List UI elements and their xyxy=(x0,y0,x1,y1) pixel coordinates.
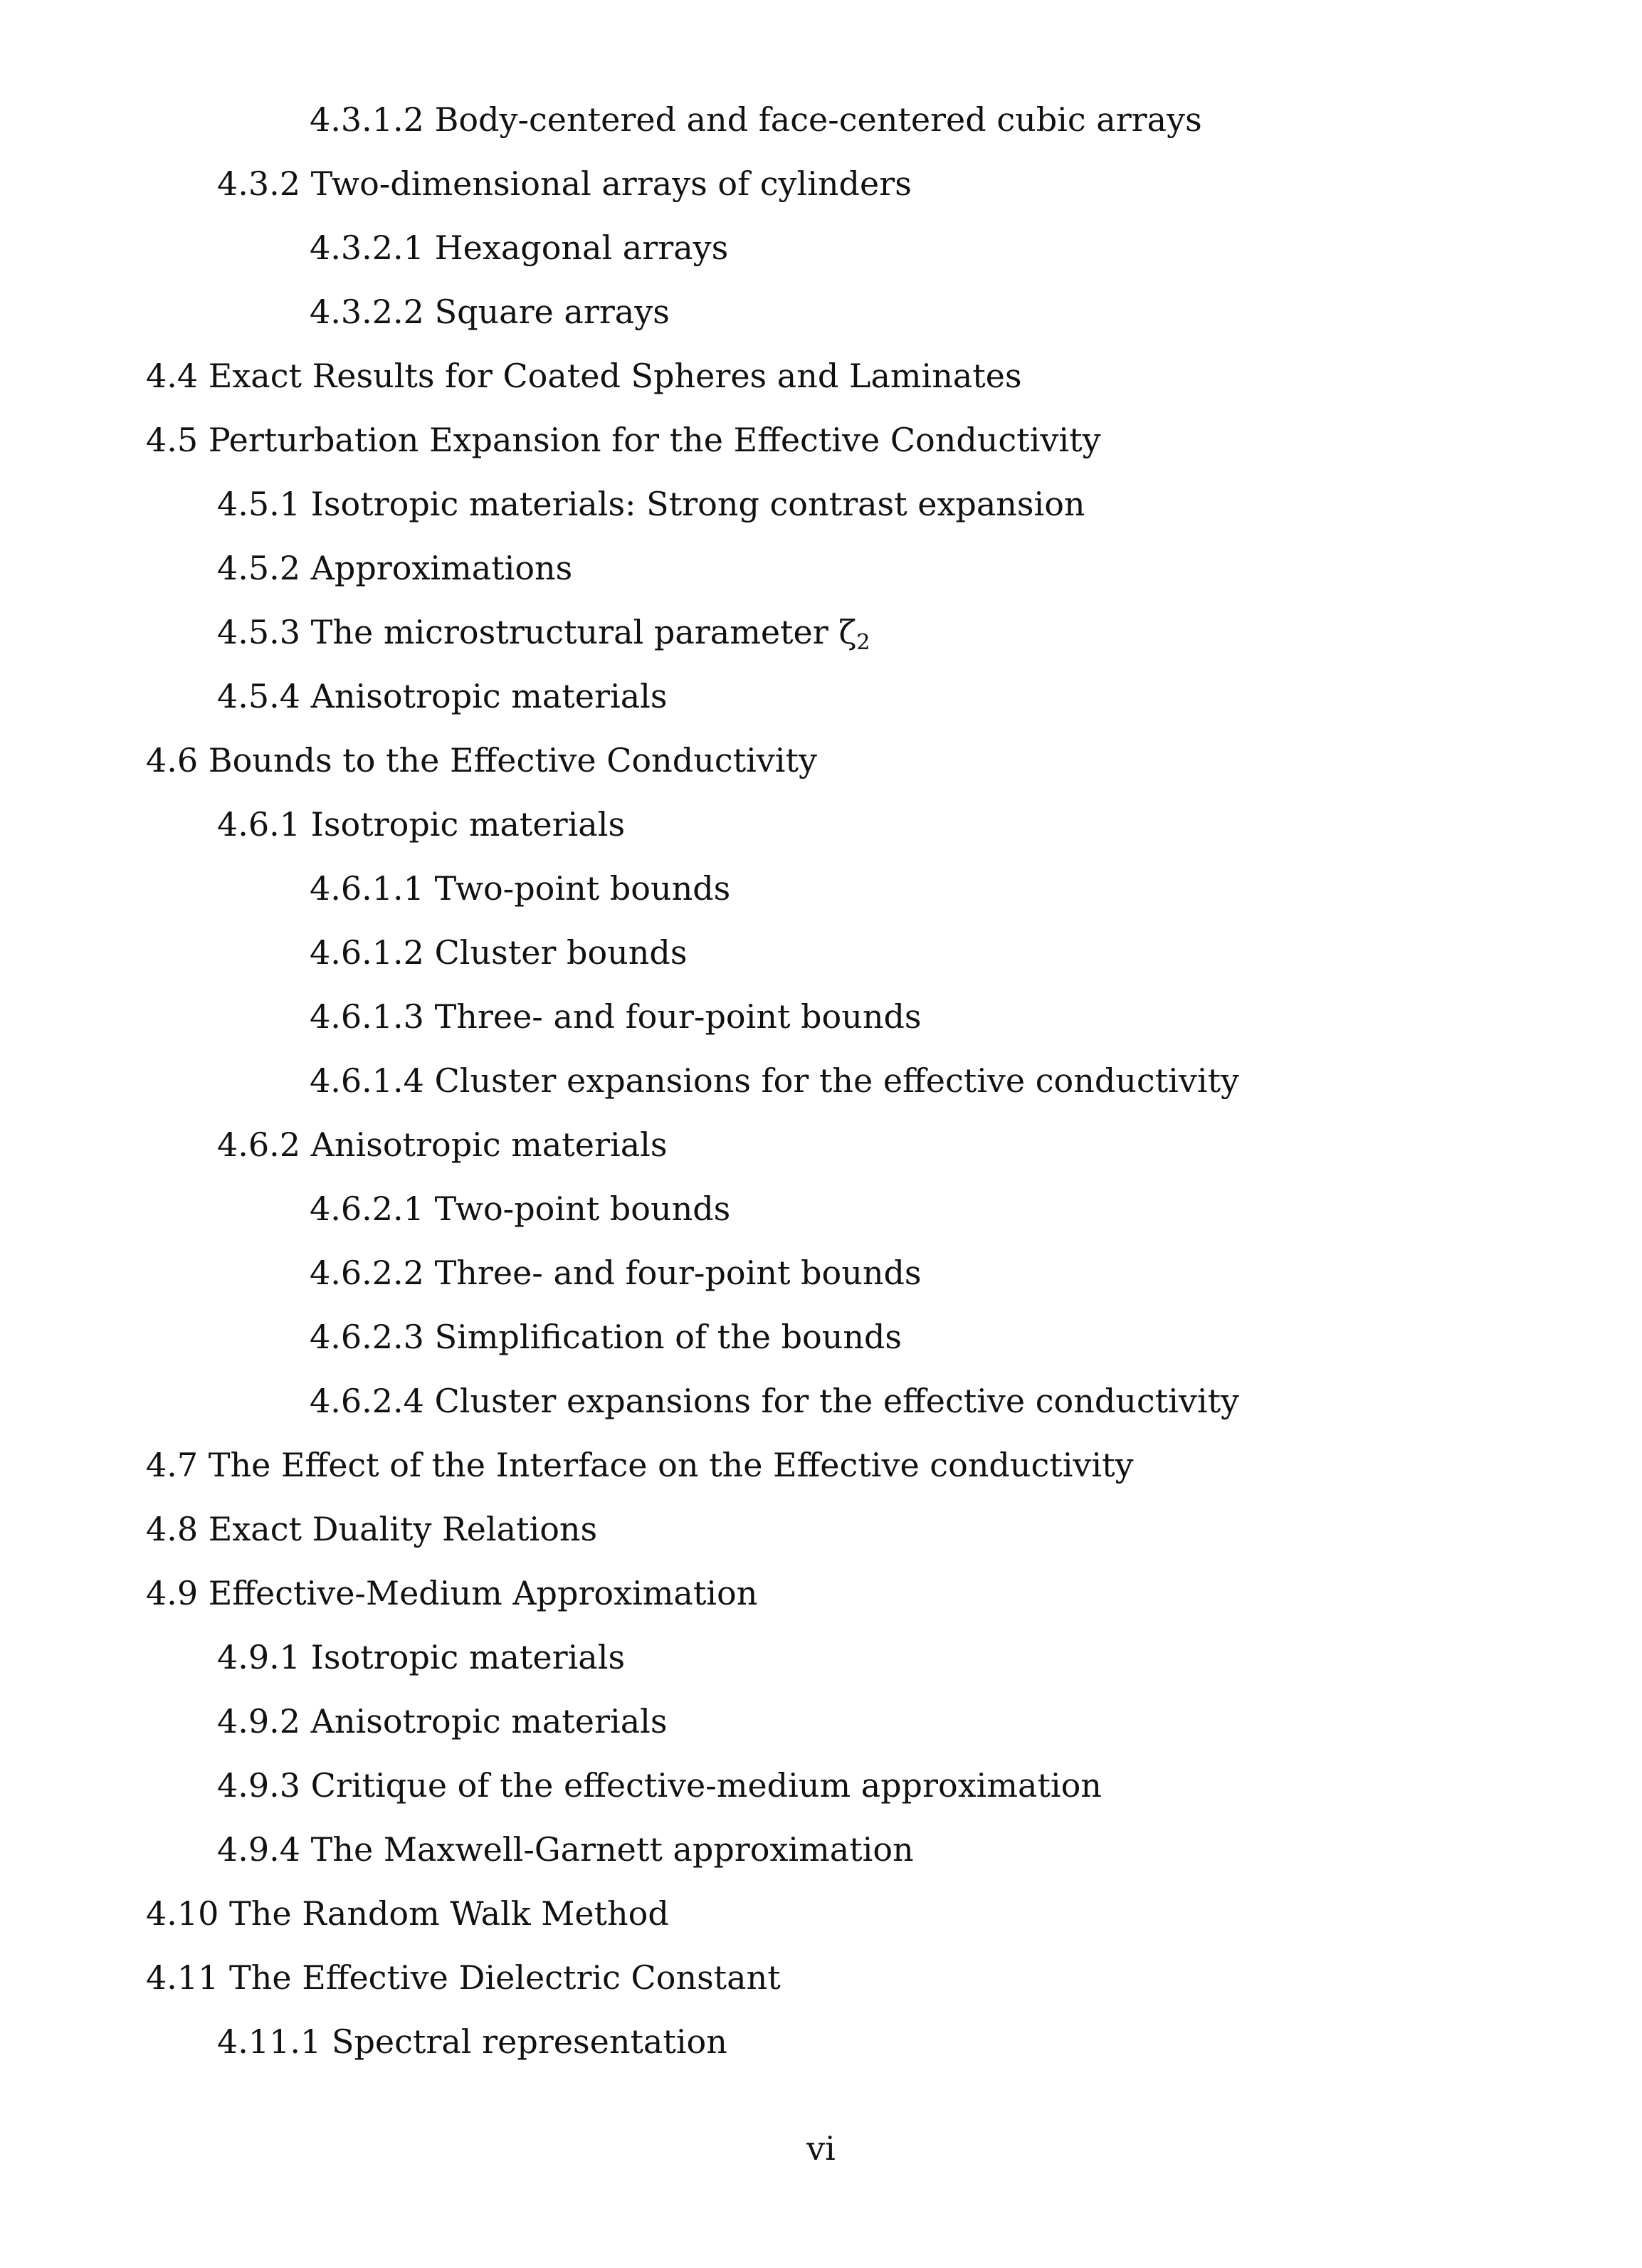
toc-entry xyxy=(310,292,670,332)
toc-entry-title: Perturbation Expansion for the Effective Conductivity xyxy=(208,421,1101,459)
toc-entry xyxy=(217,1125,667,1165)
toc-entry-title: Body-centered and face-centered cubic arrays xyxy=(434,100,1202,139)
toc-entry-title: Two-dimensional arrays of cylinders xyxy=(310,164,912,203)
toc-entry-title: Three- and four-point bounds xyxy=(434,1254,922,1292)
toc-entry-number: 4.6.1.2 xyxy=(310,933,424,972)
toc-entry-number: 4.5 xyxy=(146,421,199,459)
toc-entry-title: Square arrays xyxy=(434,293,670,331)
toc-entry-title: The Effect of the Interface on the Effective conductivity xyxy=(208,1446,1134,1484)
toc-entry-title: Three- and four-point bounds xyxy=(434,997,922,1036)
toc-entry-number: 4.10 xyxy=(146,1894,219,1933)
toc-entry-number: 4.6.2.3 xyxy=(310,1318,424,1356)
toc-entry xyxy=(217,1765,1102,1805)
toc-entry-title: Two-point bounds xyxy=(434,1190,731,1228)
toc-entry-number: 4.6.1.4 xyxy=(310,1061,424,1100)
toc-entry xyxy=(217,548,572,588)
toc-entry-title: Exact Duality Relations xyxy=(208,1510,598,1548)
toc-entry-number: 4.3.1.2 xyxy=(310,100,424,139)
toc-entry xyxy=(146,420,1101,460)
toc-entry xyxy=(146,1573,757,1613)
toc-entry-number: 4.6.1.1 xyxy=(310,869,424,908)
toc-entry xyxy=(217,164,912,204)
toc-entry-number: 4.9.3 xyxy=(217,1766,301,1805)
toc-entry-number: 4.3.2.2 xyxy=(310,293,424,331)
zeta-subscript: 2 xyxy=(856,630,870,655)
toc-entry-number: 4.6.2 xyxy=(217,1125,301,1164)
toc-entry-number: 4.5.1 xyxy=(217,485,301,523)
toc-entry-title: Isotropic materials xyxy=(310,1638,626,1676)
toc-entry-number: 4.5.2 xyxy=(217,549,301,587)
toc-entry-title: The Random Walk Method xyxy=(229,1894,669,1933)
toc-entry xyxy=(146,356,1022,396)
page-number: vi xyxy=(806,2129,836,2168)
toc-entry-number: 4.3.2 xyxy=(217,164,301,203)
toc-entry-title: Anisotropic materials xyxy=(310,677,668,715)
toc-entry xyxy=(310,100,1202,140)
toc-entry xyxy=(217,2022,727,2062)
toc-entry-title: Cluster expansions for the effective conductivity xyxy=(434,1061,1240,1100)
toc-entry xyxy=(146,1445,1134,1485)
toc-entry xyxy=(217,484,1085,524)
toc-entry-number: 4.4 xyxy=(146,357,199,395)
toc-entry xyxy=(310,1317,902,1357)
toc-entry xyxy=(217,804,625,844)
toc-entry-number: 4.6.2.4 xyxy=(310,1382,424,1420)
toc-entry-number: 4.5.3 xyxy=(217,613,301,651)
toc-entry xyxy=(217,676,667,716)
toc-entry xyxy=(217,1701,667,1741)
toc-entry xyxy=(310,1061,1239,1101)
toc-entry-title: Isotropic materials xyxy=(310,805,626,844)
toc-entry-title: The Effective Dielectric Constant xyxy=(229,1958,781,1997)
toc-entry-title: Exact Results for Coated Spheres and Laminates xyxy=(208,357,1022,395)
toc-entry xyxy=(146,740,817,780)
toc-entry-number: 4.9 xyxy=(146,1574,199,1612)
toc-entry xyxy=(310,1381,1239,1421)
toc-entry-number: 4.11.1 xyxy=(217,2022,322,2061)
toc-entry-number: 4.6.1.3 xyxy=(310,997,424,1036)
toc-entry-title: Two-point bounds xyxy=(434,869,731,908)
toc-entry xyxy=(146,1894,669,1933)
toc-entry xyxy=(310,933,687,972)
toc-entry-number: 4.5.4 xyxy=(217,677,301,715)
toc-entry-number: 4.6.2.2 xyxy=(310,1254,424,1292)
toc-entry xyxy=(146,1509,597,1549)
toc-entry xyxy=(146,1958,781,1997)
toc-entry xyxy=(310,1253,922,1293)
toc-entry-number: 4.7 xyxy=(146,1446,199,1484)
toc-entry xyxy=(310,1189,730,1229)
toc-entry xyxy=(217,1637,625,1677)
toc-entry-title: Cluster bounds xyxy=(434,933,688,972)
toc-entry-number: 4.6.2.1 xyxy=(310,1190,424,1228)
toc-entry-title: Effective-Medium Approximation xyxy=(208,1574,758,1612)
toc-entry-number: 4.9.4 xyxy=(217,1830,301,1869)
toc-entry xyxy=(217,1829,914,1869)
toc-entry-number: 4.9.1 xyxy=(217,1638,301,1676)
toc-entry-number: 4.6 xyxy=(146,741,199,779)
toc-entry-number: 4.9.2 xyxy=(217,1702,301,1741)
toc-entry-title: Isotropic materials: Strong contrast expansion xyxy=(310,485,1085,523)
toc-entry-number: 4.11 xyxy=(146,1958,219,1997)
toc-entry-title: Cluster expansions for the effective conductivity xyxy=(434,1382,1240,1420)
toc-entry-title: Simplification of the bounds xyxy=(434,1318,902,1356)
toc-entry-title: Approximations xyxy=(310,549,573,587)
toc-entry-title: Anisotropic materials xyxy=(310,1702,668,1741)
toc-entry-number: 4.6.1 xyxy=(217,805,301,844)
toc-entry xyxy=(310,997,922,1036)
toc-entry-title: Critique of the effective-medium approximation xyxy=(310,1766,1102,1805)
toc-entry-number: 4.3.2.1 xyxy=(310,229,424,267)
toc-entry-title: Spectral representation xyxy=(331,2022,727,2061)
toc-entry-title: Hexagonal arrays xyxy=(434,229,729,267)
toc-entry-title: Anisotropic materials xyxy=(310,1125,668,1164)
toc-entry-title: The microstructural parameter ζ xyxy=(310,613,857,651)
toc-entry xyxy=(310,868,730,908)
toc-entry-title: The Maxwell-Garnett approximation xyxy=(310,1830,914,1869)
toc-entry xyxy=(217,612,870,655)
toc-entry xyxy=(310,228,728,268)
toc-entry-number: 4.8 xyxy=(146,1510,199,1548)
toc-entry-title: Bounds to the Effective Conductivity xyxy=(208,741,817,779)
